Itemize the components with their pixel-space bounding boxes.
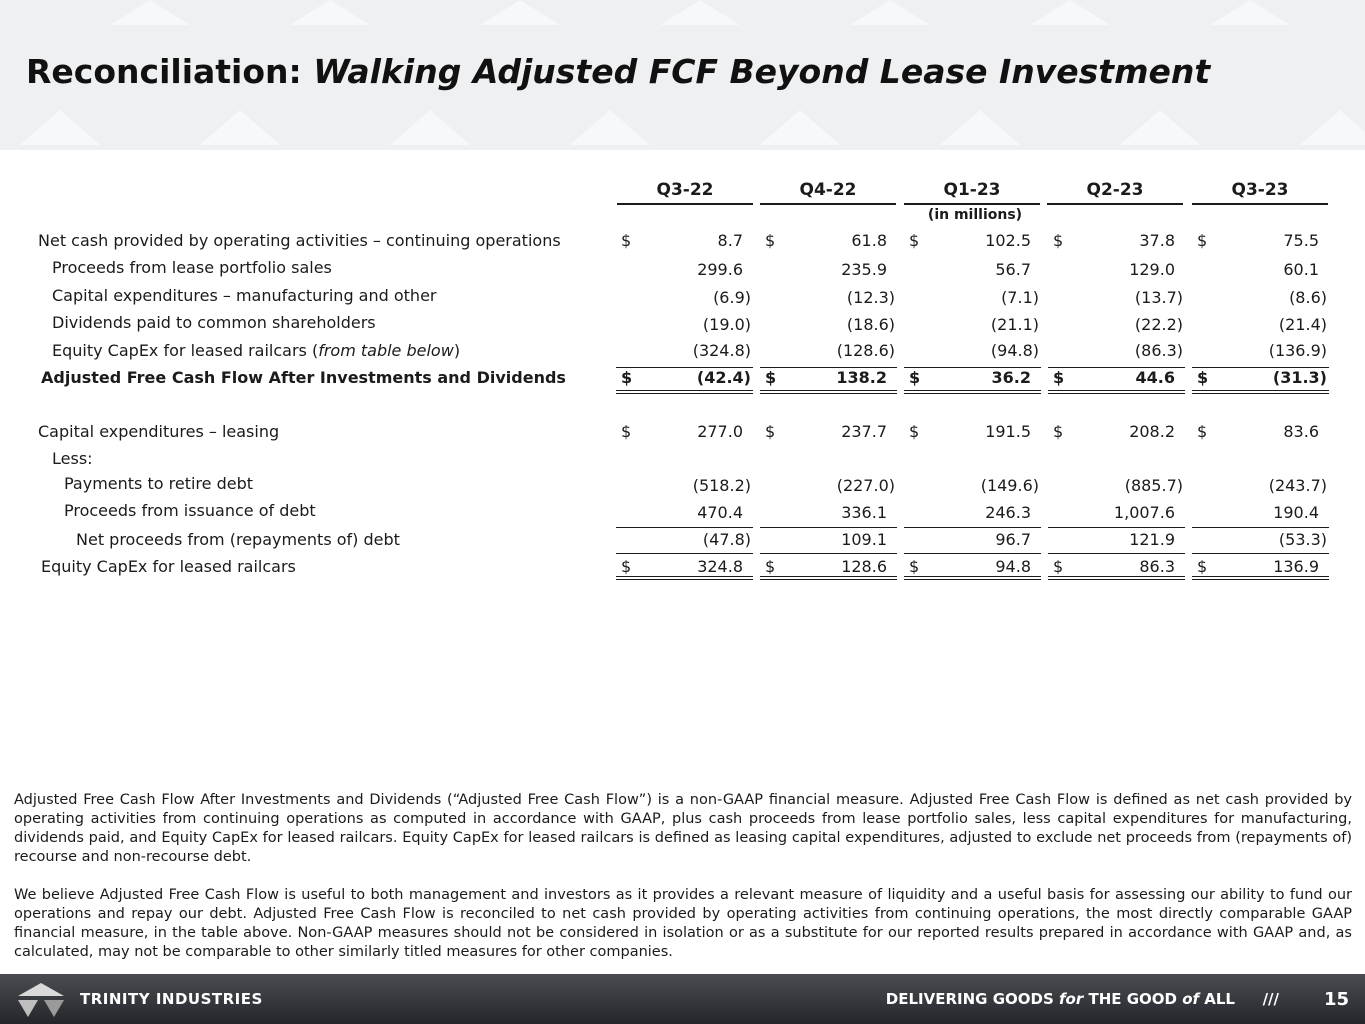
cell-value: (136.9) — [1268, 341, 1327, 360]
currency-symbol: $ — [909, 231, 920, 250]
cell-value: 56.7 — [995, 260, 1031, 279]
cell-q1-23 — [904, 315, 1041, 339]
cell-q3-23 — [1192, 288, 1329, 312]
cell-value: (128.6) — [836, 341, 895, 360]
cell-q4-22 — [760, 553, 897, 580]
cell-q1-23 — [904, 367, 1041, 394]
row-label: Dividends paid to common shareholders — [52, 313, 376, 332]
footnotes — [14, 791, 1352, 981]
cell-q3-22 — [616, 288, 753, 312]
cell-q2-23 — [1048, 315, 1185, 339]
cell-q1-23 — [904, 231, 1041, 255]
page-number: 15 — [1323, 989, 1349, 1010]
note-paragraph-usefulness: We believe Adjusted Free Cash Flow is useful to both management and investors as it provides a relevant measure of liquidity and a useful basis for assessing our ability to fund our operations and repay our debt. Adjusted Free Cash Flow is reconciled to net cash provided by operating activities from continuing operations, the most directly comparable GAAP financial measure, in the table above. Non-GAAP measures should not be considered in isolation or as a substitute for our reported results prepared in accordance with GAAP and, as calculated, may not be comparable to other similarly titled measures for other companies. — [14, 887, 1352, 960]
table-row-issue-debt — [0, 501, 1365, 525]
currency-symbol: $ — [1197, 422, 1208, 441]
cell-q1-23 — [904, 476, 1041, 500]
currency-symbol: $ — [765, 231, 776, 250]
cell-q1-23 — [904, 527, 1041, 554]
cell-value: (885.7) — [1124, 476, 1183, 495]
currency-symbol: $ — [909, 422, 920, 441]
cell-q3-22 — [616, 422, 753, 446]
currency-symbol: $ — [621, 231, 632, 250]
cell-q2-23 — [1048, 527, 1185, 554]
row-label: Capital expenditures – leasing — [38, 422, 280, 441]
cell-value: 121.9 — [1129, 530, 1175, 549]
cell-value: (86.3) — [1134, 341, 1183, 360]
cell-value: 235.9 — [841, 260, 887, 279]
cell-value: (31.3) — [1272, 368, 1327, 387]
cell-value: (21.1) — [990, 315, 1039, 334]
cell-q2-23 — [1048, 367, 1185, 394]
cell-value: (6.9) — [713, 288, 751, 307]
cell-value: 237.7 — [841, 422, 887, 441]
cell-value: 44.6 — [1135, 368, 1175, 387]
currency-symbol: $ — [909, 557, 920, 576]
table-row-adjusted-fcf — [0, 367, 1365, 391]
cell-q3-23 — [1192, 553, 1329, 580]
currency-symbol: $ — [909, 368, 921, 387]
cell-q3-22 — [616, 503, 753, 527]
cell-value: 324.8 — [697, 557, 743, 576]
cell-q1-23 — [904, 341, 1041, 365]
column-header-q3-23: Q3-23 — [1192, 180, 1328, 205]
page-title: Reconciliation: Walking Adjusted FCF Beyond Lease Investment — [26, 52, 1211, 91]
cell-q2-23 — [1048, 288, 1185, 312]
cell-q2-23 — [1048, 231, 1185, 255]
currency-symbol: $ — [621, 422, 632, 441]
cell-value: 60.1 — [1283, 260, 1319, 279]
cell-q4-22 — [760, 260, 897, 284]
currency-symbol: $ — [1197, 231, 1208, 250]
cell-value: 86.3 — [1139, 557, 1175, 576]
row-label: Net cash provided by operating activities – continuing operations — [38, 231, 561, 250]
cell-q1-23 — [904, 260, 1041, 284]
cell-value: 102.5 — [985, 231, 1031, 250]
cell-value: (47.8) — [702, 530, 751, 549]
currency-symbol: $ — [765, 368, 777, 387]
row-label: Proceeds from lease portfolio sales — [52, 258, 332, 277]
cell-value: 83.6 — [1283, 422, 1319, 441]
row-label: Payments to retire debt — [64, 474, 253, 493]
currency-symbol: $ — [1053, 422, 1064, 441]
cell-q2-23 — [1048, 476, 1185, 500]
currency-symbol: $ — [1053, 557, 1064, 576]
cell-q3-22 — [616, 367, 753, 394]
column-header-q3-22: Q3-22 — [617, 180, 753, 205]
cell-value: 191.5 — [985, 422, 1031, 441]
cell-q4-22 — [760, 341, 897, 365]
cell-value: (13.7) — [1134, 288, 1183, 307]
currency-symbol: $ — [621, 368, 633, 387]
cell-value: 36.2 — [991, 368, 1031, 387]
currency-symbol: $ — [1197, 557, 1208, 576]
cell-value: 109.1 — [841, 530, 887, 549]
cell-q3-22 — [616, 553, 753, 580]
column-header-q1-23: Q1-23 — [904, 180, 1040, 205]
table-row-lease-sales — [0, 258, 1365, 282]
cell-q4-22 — [760, 422, 897, 446]
cell-value: 8.7 — [717, 231, 743, 250]
cell-q3-23 — [1192, 422, 1329, 446]
currency-symbol: $ — [1053, 231, 1064, 250]
row-label: Capital expenditures – manufacturing and other — [52, 286, 437, 305]
row-label: Equity CapEx for leased railcars (from table below) — [52, 341, 461, 360]
table-row-less — [0, 449, 1365, 473]
cell-q4-22 — [760, 476, 897, 500]
cell-value: 336.1 — [841, 503, 887, 522]
tagline-slashes: /// — [1262, 990, 1279, 1008]
note-paragraph-definition: Adjusted Free Cash Flow After Investments and Dividends (“Adjusted Free Cash Flow”) is a non-GAAP financial measure. Adjusted Free Cash Flow is defined as net cash provided by operating activities from continuing operations as computed in accordance with GAAP, plus cash proceeds from lease portfolio sales, less capital expenditures for manufacturing, dividends paid, and Equity CapEx for leased railcars. Equity CapEx for leased railcars is defined as leasing capital expenditures, adjusted to exclude net proceeds from (repayments of) recourse and non-recourse debt. — [14, 792, 1352, 865]
cell-value: 138.2 — [836, 368, 887, 387]
cell-value: (53.3) — [1278, 530, 1327, 549]
row-label: Equity CapEx for leased railcars — [41, 557, 296, 576]
cell-value: 96.7 — [995, 530, 1031, 549]
cell-q3-22 — [616, 231, 753, 255]
cell-q3-23 — [1192, 315, 1329, 339]
cell-q2-23 — [1048, 341, 1185, 365]
currency-symbol: $ — [765, 557, 776, 576]
trinity-logo-icon — [14, 980, 68, 1020]
cell-q3-23 — [1192, 260, 1329, 284]
currency-symbol: $ — [765, 422, 776, 441]
cell-value: 299.6 — [697, 260, 743, 279]
footer-bar — [0, 974, 1365, 1024]
table-row-equity-capex — [0, 341, 1365, 365]
cell-q3-22 — [616, 341, 753, 365]
currency-symbol: $ — [1053, 368, 1065, 387]
cell-q1-23 — [904, 288, 1041, 312]
cell-q4-22 — [760, 315, 897, 339]
cell-q3-23 — [1192, 341, 1329, 365]
cell-q3-23 — [1192, 231, 1329, 255]
table-row-net-debt — [0, 527, 1365, 551]
cell-q3-22 — [616, 315, 753, 339]
table-row-equity-capex-total — [0, 553, 1365, 577]
cell-q3-23 — [1192, 527, 1329, 554]
brand-name: TRINITY INDUSTRIES — [80, 990, 263, 1008]
cell-value: 190.4 — [1273, 503, 1319, 522]
table-row-net-cash — [0, 231, 1365, 255]
cell-q4-22 — [760, 231, 897, 255]
cell-q4-22 — [760, 503, 897, 527]
cell-value: 1,007.6 — [1113, 503, 1175, 522]
cell-value: (94.8) — [990, 341, 1039, 360]
cell-value: (227.0) — [836, 476, 895, 495]
cell-value: 246.3 — [985, 503, 1031, 522]
cell-q1-23 — [904, 503, 1041, 527]
cell-value: (42.4) — [696, 368, 751, 387]
cell-q4-22 — [760, 367, 897, 394]
cell-value: (12.3) — [846, 288, 895, 307]
cell-q3-23 — [1192, 367, 1329, 394]
cell-value: (8.6) — [1289, 288, 1327, 307]
cell-value: (21.4) — [1278, 315, 1327, 334]
table-row-capex-manufacturing — [0, 286, 1365, 310]
cell-value: 75.5 — [1283, 231, 1319, 250]
cell-value: 277.0 — [697, 422, 743, 441]
cell-q2-23 — [1048, 503, 1185, 527]
cell-q1-23 — [904, 422, 1041, 446]
cell-q3-23 — [1192, 476, 1329, 500]
cell-value: (22.2) — [1134, 315, 1183, 334]
table-row-capex-leasing — [0, 422, 1365, 446]
cell-value: 61.8 — [851, 231, 887, 250]
tagline: DELIVERING GOODS for THE GOOD of ALL — [885, 990, 1235, 1008]
cell-value: (324.8) — [692, 341, 751, 360]
cell-q2-23 — [1048, 260, 1185, 284]
column-header-q2-23: Q2-23 — [1047, 180, 1183, 205]
cell-q1-23 — [904, 553, 1041, 580]
cell-value: 128.6 — [841, 557, 887, 576]
currency-symbol: $ — [621, 557, 632, 576]
row-label: Adjusted Free Cash Flow After Investments and Dividends — [41, 368, 566, 387]
cell-q3-22 — [616, 476, 753, 500]
cell-q4-22 — [760, 288, 897, 312]
cell-value: 470.4 — [697, 503, 743, 522]
cell-value: 94.8 — [995, 557, 1031, 576]
cell-q4-22 — [760, 527, 897, 554]
cell-value: (518.2) — [692, 476, 751, 495]
cell-value: 37.8 — [1139, 231, 1175, 250]
cell-value: 129.0 — [1129, 260, 1175, 279]
column-header-q4-22: Q4-22 — [760, 180, 896, 205]
cell-q2-23 — [1048, 553, 1185, 580]
cell-value: (7.1) — [1001, 288, 1039, 307]
cell-value: (243.7) — [1268, 476, 1327, 495]
row-label: Less: — [52, 449, 93, 468]
cell-value: (19.0) — [702, 315, 751, 334]
cell-q3-22 — [616, 260, 753, 284]
cell-q3-22 — [616, 527, 753, 554]
row-label: Net proceeds from (repayments of) debt — [76, 530, 400, 549]
units-label: (in millions) — [927, 207, 1023, 223]
row-label: Proceeds from issuance of debt — [64, 501, 316, 520]
cell-value: (149.6) — [980, 476, 1039, 495]
currency-symbol: $ — [1197, 368, 1209, 387]
cell-value: 208.2 — [1129, 422, 1175, 441]
cell-q3-23 — [1192, 503, 1329, 527]
cell-q2-23 — [1048, 422, 1185, 446]
table-row-dividends — [0, 313, 1365, 337]
cell-value: 136.9 — [1273, 557, 1319, 576]
cell-value: (18.6) — [846, 315, 895, 334]
table-row-retire-debt — [0, 474, 1365, 498]
